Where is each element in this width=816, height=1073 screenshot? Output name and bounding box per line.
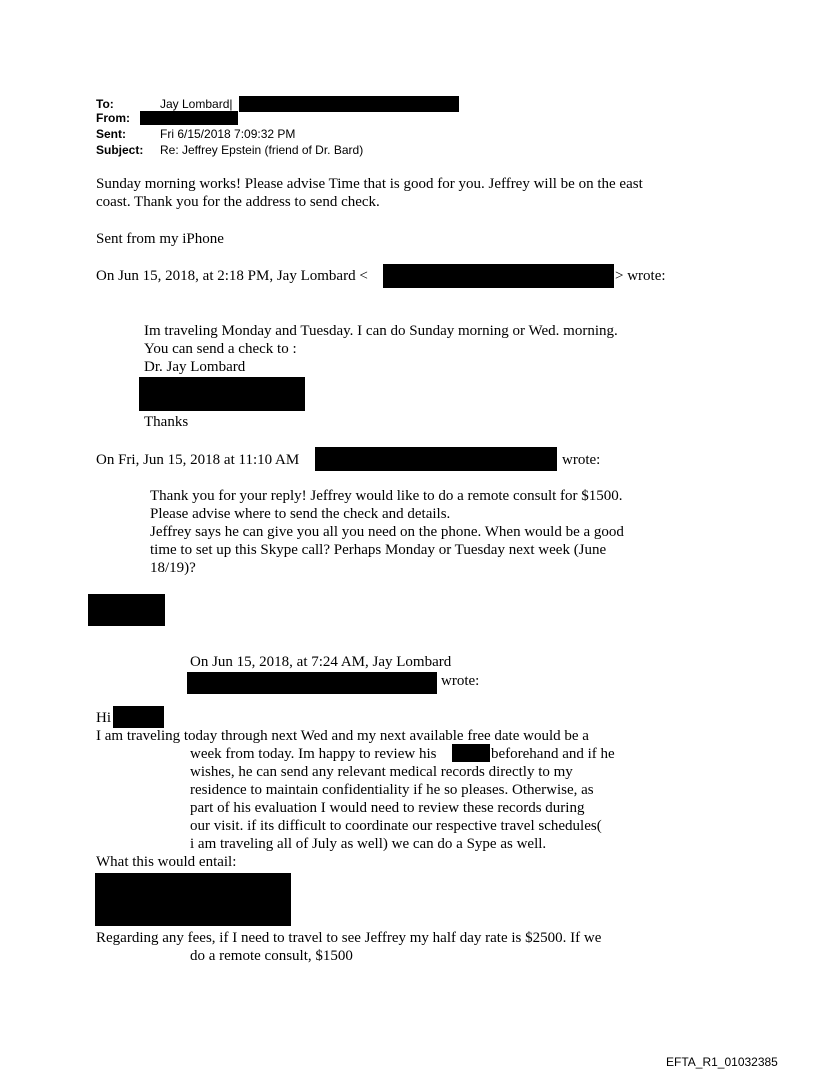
quoted-line: I am traveling today through next Wed and my next available free date would be a (96, 728, 589, 744)
quoted-line: do a remote consult, $1500 (190, 948, 353, 964)
greeting: Hi (96, 710, 111, 726)
quote-attribution-suffix: > wrote: (615, 268, 666, 284)
to-label: To: (96, 97, 114, 111)
quoted-line: wishes, he can send any relevant medical records directly to my (190, 764, 573, 780)
quote-attribution-suffix: wrote: (562, 452, 601, 468)
document-id: EFTA_R1_01032385 (666, 1055, 778, 1069)
redaction-block (239, 96, 459, 112)
quoted-line: residence to maintain confidentiality if he so pleases. Otherwise, as (190, 782, 594, 798)
redaction-block (383, 264, 614, 288)
quoted-line: Thanks (144, 414, 189, 430)
sent-value: Fri 6/15/2018 7:09:32 PM (160, 127, 296, 141)
quoted-line: Thank you for your reply! Jeffrey would like to do a remote consult for $1500. (150, 488, 623, 504)
quote-attribution-suffix: wrote: (441, 673, 480, 689)
quoted-line: Jeffrey says he can give you all you need on the phone. When would be a good (150, 524, 624, 540)
quoted-line: Please advise where to send the check and details. (150, 506, 451, 522)
body-line: Sunday morning works! Please advise Time that is good for you. Jeffrey will be on the east (96, 176, 643, 192)
subject-label: Subject: (96, 143, 144, 157)
quoted-line: week from today. Im happy to review his (190, 746, 437, 762)
quoted-line: time to set up this Skype call? Perhaps Monday or Tuesday next week (June (150, 542, 607, 558)
sent-from-line: Sent from my iPhone (96, 231, 224, 247)
redaction-block (113, 706, 164, 728)
redaction-block (452, 744, 490, 762)
to-value: Jay Lombard| (160, 97, 233, 111)
redaction-block (95, 873, 291, 926)
subject-value: Re: Jeffrey Epstein (friend of Dr. Bard) (160, 143, 364, 157)
from-label: From: (96, 111, 130, 125)
redaction-block (187, 672, 437, 694)
quote-attribution: On Jun 15, 2018, at 2:18 PM, Jay Lombard < (96, 268, 368, 284)
quoted-line: part of his evaluation I would need to review these records during (190, 800, 585, 816)
quote-attribution: On Jun 15, 2018, at 7:24 AM, Jay Lombard (190, 654, 452, 670)
redaction-block (88, 594, 165, 626)
redaction-block (315, 447, 557, 471)
quoted-line: Dr. Jay Lombard (144, 359, 246, 375)
quote-attribution: On Fri, Jun 15, 2018 at 11:10 AM (96, 452, 300, 468)
redaction-block (140, 111, 238, 125)
quoted-line: 18/19)? (150, 560, 196, 576)
sent-label: Sent: (96, 127, 126, 141)
quoted-line: You can send a check to : (144, 341, 297, 357)
quoted-line: our visit. if its difficult to coordinate our respective travel schedules( (190, 818, 602, 834)
quoted-line: Im traveling Monday and Tuesday. I can do Sunday morning or Wed. morning. (144, 323, 618, 339)
redaction-block (139, 377, 305, 411)
quoted-line: beforehand and if he (491, 746, 615, 762)
body-line: coast. Thank you for the address to send check. (96, 194, 380, 210)
quoted-line: What this would entail: (96, 854, 237, 870)
quoted-line: i am traveling all of July as well) we can do a Sype as well. (190, 836, 547, 852)
quoted-line: Regarding any fees, if I need to travel to see Jeffrey my half day rate is $2500. If we (96, 930, 602, 946)
